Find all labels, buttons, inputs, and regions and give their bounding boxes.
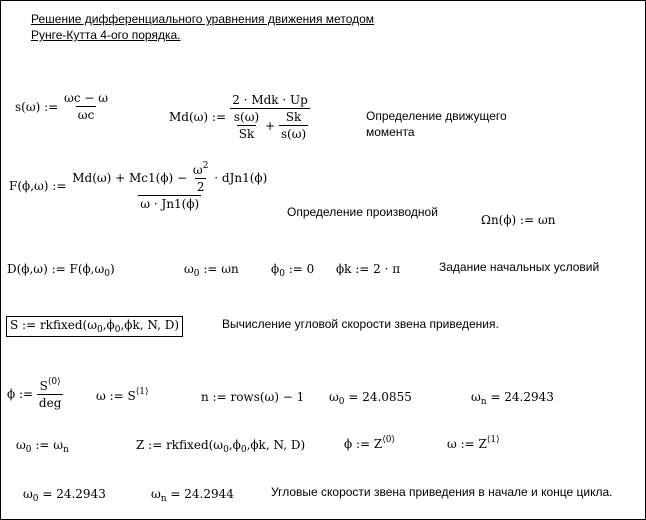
omega0-init[interactable] [184,262,239,279]
phi-from-z[interactable] [344,435,395,451]
w-assign: ω := S [96,389,136,403]
d-formula[interactable] [7,262,115,279]
phi-z: ϕ := Z [344,437,383,451]
s-fraction [62,91,110,122]
z-def-a: Z := rkfixed(ω [136,438,224,452]
omega-n-function[interactable]: Ωn(ϕ) := ωn [481,213,556,227]
w0n-subn: n [63,445,69,455]
omega-assign[interactable] [96,387,148,403]
md-den-a [232,110,261,141]
phi-assign-S: S [39,379,48,393]
z-sub-b: 0 [240,445,247,455]
phi-z-sup: ⟨0⟩ [382,435,395,445]
md-den-b-den: s(ω) [280,127,307,141]
f-lhs: F(ϕ,ω) := [9,179,67,193]
md-den-b-num: Sk [285,110,302,124]
s-sub-b: 0 [114,325,121,335]
omegan-value[interactable] [471,390,554,407]
w0-lhs: ω [184,262,194,276]
w0-val-sub: 0 [338,397,345,407]
comment-moment-1: Определение движущего [366,109,507,123]
s-formula[interactable] [15,91,110,122]
wn-val-sub: n [480,397,487,407]
w0-val-lhs: ω [329,390,339,404]
w0-res-lhs: ω [23,487,33,501]
md-den-a-num: s(ω) [233,110,260,124]
md-plus: + [265,118,276,133]
w0-val-rhs: = 24.0855 [344,390,412,404]
n-rows[interactable]: n := rows(ω) − 1 [201,390,305,404]
w0-sub: 0 [193,269,200,279]
heading-line-1: Решение дифференциального уравнения движения методом [31,12,375,26]
wn-val-rhs: = 24.2943 [486,390,554,404]
f-denominator: ω · Jn1(ϕ) [140,197,200,211]
w0n-b: := ω [31,438,64,452]
phi-assign-lhs: ϕ := [7,386,34,401]
phi0-sub: 0 [279,269,285,279]
z-sub-a: 0 [223,445,229,455]
md-fraction [230,93,310,141]
omega0-value[interactable] [329,390,412,407]
f-num-frac [191,161,211,194]
wn-res-sub: n [160,494,167,504]
s-rkfixed[interactable] [6,316,183,337]
omega-from-z[interactable] [447,435,500,451]
w-z-sup: ⟨1⟩ [486,435,500,445]
phi-assign[interactable] [7,377,63,410]
phi-assign-fraction [37,377,63,410]
s-numerator: ωc − ω [64,91,109,105]
f-sup-2: 2 [202,161,209,171]
f-formula[interactable] [9,161,269,211]
w0-res-rhs: = 24.2943 [38,487,106,501]
comment-derivative: Определение производной [287,205,438,219]
s-def-c: ,ϕk, N, D) [120,318,180,332]
phi0-rhs: := 0 [284,262,315,276]
z-def-c: ,ϕk, N, D) [246,438,306,452]
d-sub: 0 [104,269,111,279]
md-formula[interactable] [169,93,310,141]
s-def-b: ,ϕ [102,318,115,332]
md-numerator: 2 · Mdk · Up [232,93,308,107]
w-assign-sup: ⟨1⟩ [135,387,149,397]
f-num-a: Md(ω) + Mc1(ϕ) − [72,170,188,185]
phi-assign-num [38,377,63,394]
f-numerator [70,161,269,195]
w0-res-sub: 0 [32,494,39,504]
z-rkfixed[interactable] [136,438,305,455]
comment-initial: Задание начальных условий [439,260,600,274]
z-def-b: ,ϕ [228,438,241,452]
wn-val-lhs: ω [471,390,481,404]
s-lhs: s(ω) := [15,99,59,114]
w0n-a: ω [16,438,26,452]
comment-result: Угловые скорости звена приведения в начале и конце цикла. [271,485,613,499]
w0-rhs: := ωn [199,262,239,276]
phi0-init[interactable] [271,262,314,279]
comment-moment-2: момента [366,125,415,139]
w-z: ω := Z [447,437,487,451]
f-omega: ω [192,163,203,177]
s-denominator: ωc [77,108,95,122]
s-sub-a: 0 [96,325,103,335]
heading-line-2: Рунге-Кутта 4-ого порядка. [31,28,181,42]
wn-res-lhs: ω [151,487,161,501]
w0n-sub0: 0 [25,445,32,455]
md-lhs: Md(ω) := [169,110,227,124]
d-def: D(ϕ,ω) := F(ϕ,ω [7,262,105,276]
md-denominator [230,108,310,141]
phik-init[interactable]: ϕk := 2 · π [336,262,401,276]
phi0-lhs: ϕ [271,262,280,276]
omega0-from-n[interactable] [16,438,69,455]
d-close: ) [110,262,115,276]
wn-res-rhs: = 24.2944 [166,487,234,501]
f-num-frac-den: 2 [196,180,205,194]
f-num-b: · dJn1(ϕ) [214,170,268,185]
s-def-a: S := rkfixed(ω [10,318,97,332]
md-den-b [279,110,308,141]
phi-assign-sup: ⟨0⟩ [47,377,61,387]
omegan-result[interactable] [151,487,234,504]
f-fraction [70,161,269,211]
comment-angular: Вычисление угловой скорости звена приведения. [222,317,499,331]
phi-assign-den: deg [38,396,62,410]
f-num-frac-num [191,161,211,178]
md-den-a-den: Sk [238,127,255,141]
omega0-result[interactable] [23,487,106,504]
